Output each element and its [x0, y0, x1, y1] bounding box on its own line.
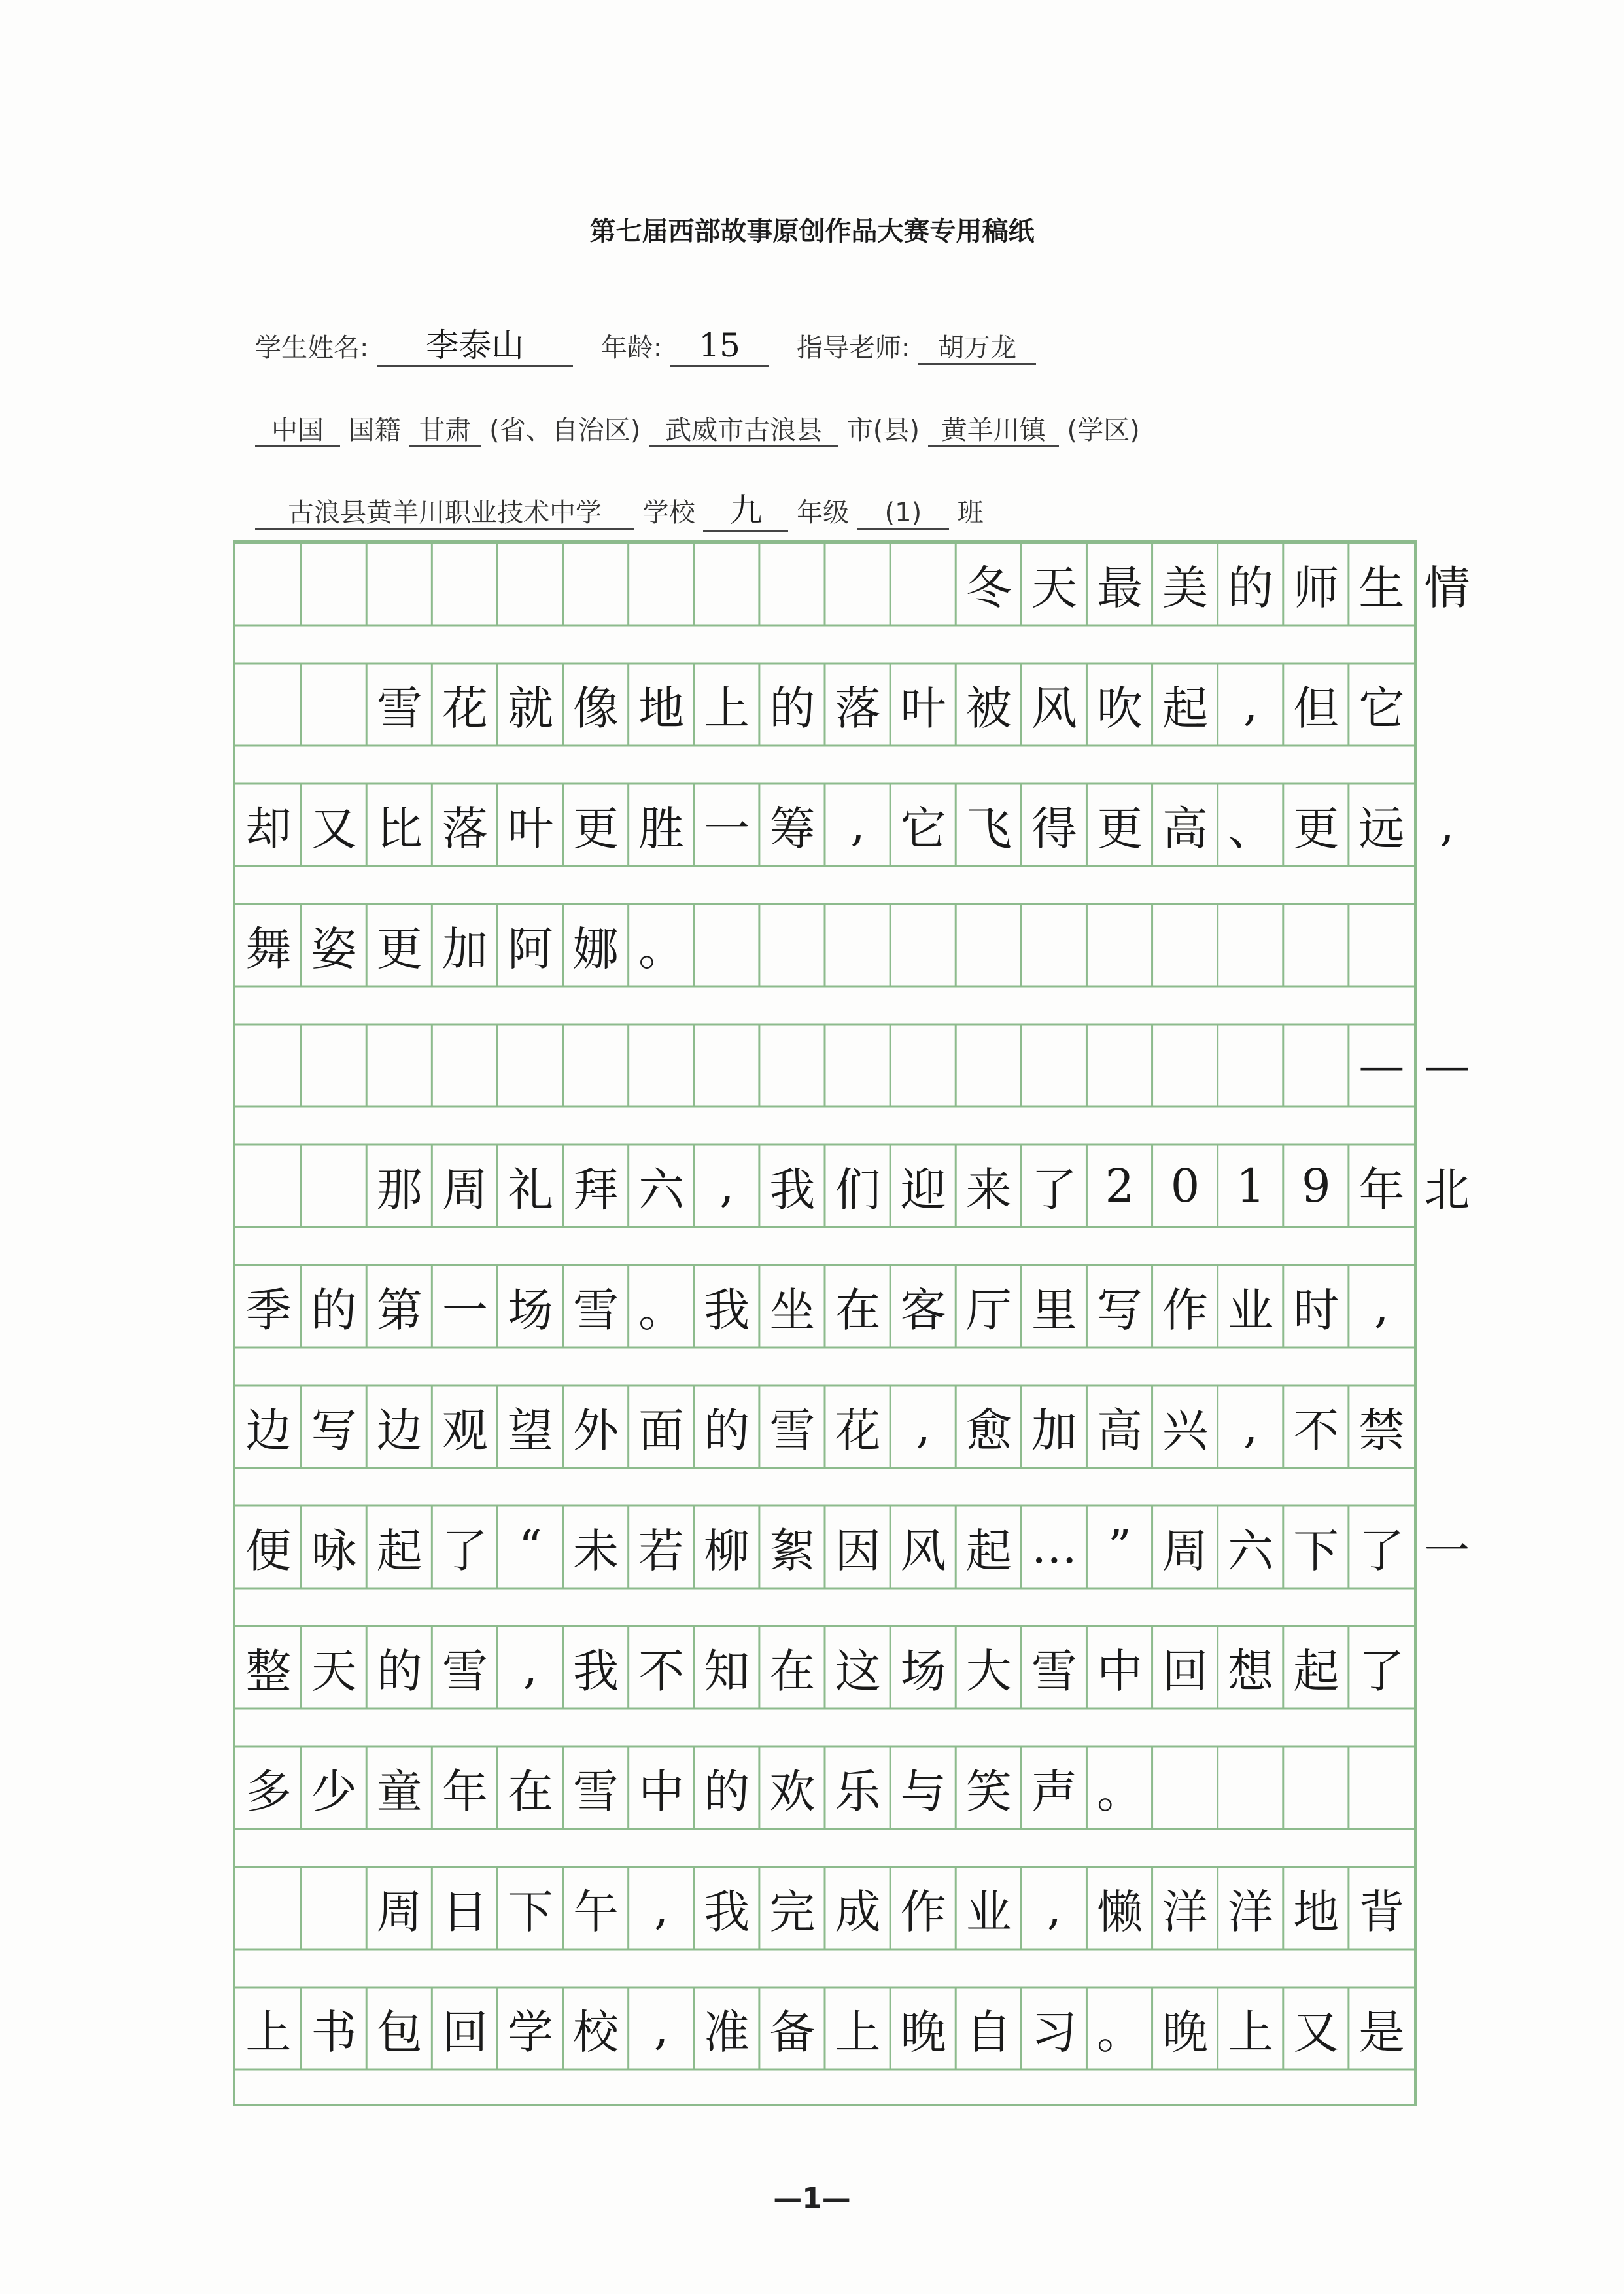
essay-char — [759, 543, 825, 625]
essay-char — [1086, 1024, 1152, 1107]
essay-char: 童 — [376, 1764, 423, 1818]
essay-char — [1218, 1024, 1284, 1107]
essay-char: 风 — [1031, 681, 1077, 735]
essay-char: 师 — [1293, 561, 1339, 615]
essay-char: 作 — [900, 1885, 946, 1939]
essay-char: 。 — [638, 1283, 685, 1337]
essay-char: 落 — [441, 801, 488, 856]
nationality-label: 国籍 — [348, 415, 401, 445]
school-label: 学校 — [642, 498, 695, 528]
essay-char: , — [850, 798, 865, 852]
essay-char: 不 — [638, 1644, 685, 1698]
essay-char: 回 — [441, 2005, 488, 2059]
essay-char: ” — [1108, 1520, 1132, 1574]
essay-row — [235, 663, 1414, 746]
essay-char: 最 — [1096, 561, 1143, 615]
essay-char: , — [1374, 1279, 1389, 1333]
essay-char: 来 — [965, 1162, 1012, 1217]
essay-char — [235, 663, 302, 746]
essay-char: 因 — [835, 1523, 881, 1578]
essay-char: 它 — [1358, 681, 1405, 735]
country-value: 中国 — [255, 415, 340, 447]
essay-char: 就 — [507, 681, 553, 735]
essay-char: 备 — [769, 2005, 816, 2059]
location-info-line — [255, 409, 1140, 447]
essay-char: 却 — [245, 801, 292, 856]
essay-char: 起 — [1293, 1644, 1339, 1698]
essay-char: 午 — [573, 1885, 619, 1939]
essay-char: 场 — [900, 1644, 946, 1698]
essay-char: 在 — [769, 1644, 816, 1698]
essay-char: 姿 — [311, 922, 357, 976]
essay-char: 第 — [376, 1283, 423, 1337]
essay-row — [235, 1747, 1414, 1829]
essay-row — [235, 1867, 1414, 1949]
essay-char: 外 — [573, 1403, 619, 1457]
grade-label: 年级 — [797, 498, 850, 528]
essay-row — [235, 543, 1470, 625]
essay-char — [825, 1024, 891, 1107]
essay-char: 面 — [638, 1403, 685, 1457]
essay-char: 业 — [1228, 1283, 1274, 1337]
essay-char — [694, 543, 760, 625]
essay-char — [1283, 1024, 1349, 1107]
essay-char — [1021, 1024, 1087, 1107]
essay-char: 9 — [1301, 1159, 1331, 1213]
essay-char: 天 — [1031, 561, 1077, 615]
essay-char: 阿 — [507, 922, 553, 976]
city-label: 市(县) — [846, 415, 920, 445]
essay-char: 像 — [573, 681, 619, 735]
essay-char: 想 — [1228, 1644, 1274, 1698]
essay-row — [235, 1626, 1414, 1709]
district-label: (学区) — [1067, 415, 1140, 445]
essay-char — [432, 1024, 498, 1107]
essay-char: 晚 — [900, 2005, 946, 2059]
essay-char: 懒 — [1096, 1885, 1143, 1939]
teacher-value: 胡万龙 — [918, 333, 1036, 365]
essay-char: 。 — [638, 922, 685, 976]
essay-char: 美 — [1162, 561, 1209, 615]
essay-char: 筹 — [769, 801, 816, 856]
essay-char: , — [719, 1159, 734, 1213]
essay-char: , — [523, 1641, 538, 1694]
essay-char: 乐 — [835, 1764, 881, 1818]
essay-char: 礼 — [507, 1162, 553, 1217]
essay-char: 准 — [704, 2005, 750, 2059]
essay-char: 雪 — [769, 1403, 816, 1457]
essay-char: 日 — [441, 1885, 488, 1939]
essay-row — [235, 1265, 1414, 1347]
essay-char: , — [1243, 678, 1258, 731]
district-value: 黄羊川镇 — [928, 415, 1059, 447]
essay-char: 娜 — [573, 922, 619, 976]
essay-char: 花 — [835, 1403, 881, 1457]
essay-char — [235, 543, 302, 625]
essay-char: 高 — [1096, 1403, 1143, 1457]
essay-char: 花 — [441, 681, 488, 735]
essay-char: 季 — [245, 1283, 292, 1337]
essay-char: 笑 — [965, 1764, 1012, 1818]
essay-row — [235, 1987, 1414, 2070]
essay-char: 我 — [573, 1644, 619, 1698]
student-info-line — [255, 327, 1036, 367]
essay-char: 加 — [1031, 1403, 1077, 1457]
essay-char: 们 — [835, 1162, 881, 1217]
essay-char: 中 — [638, 1764, 685, 1818]
essay-char: 飞 — [965, 801, 1012, 856]
essay-row — [235, 784, 1455, 866]
essay-char: 边 — [245, 1403, 292, 1457]
essay-char: 更 — [376, 922, 423, 976]
essay-char: 又 — [1293, 2005, 1339, 2059]
essay-char: 更 — [1293, 801, 1339, 856]
essay-char: 作 — [1162, 1283, 1209, 1337]
essay-char: 叶 — [900, 681, 946, 735]
essay-char: 包 — [376, 2005, 423, 2059]
essay-char: 柳 — [704, 1523, 750, 1578]
essay-char: 高 — [1162, 801, 1209, 856]
essay-char: 里 — [1031, 1283, 1077, 1337]
name-label: 学生姓名: — [255, 333, 369, 363]
page-title: 第七届西部故事原创作品大赛专用稿纸 — [589, 217, 1035, 247]
essay-char — [366, 543, 432, 625]
essay-char: 学 — [507, 2005, 553, 2059]
essay-char: 咏 — [311, 1523, 357, 1578]
essay-char: 六 — [638, 1162, 685, 1217]
age-value: 15 — [670, 327, 769, 367]
essay-char: 。 — [1096, 1764, 1143, 1818]
essay-char: 少 — [311, 1764, 357, 1818]
essay-char: 迎 — [900, 1162, 946, 1217]
essay-char: 写 — [1096, 1283, 1143, 1337]
essay-char: 在 — [835, 1283, 881, 1337]
essay-char: 望 — [507, 1403, 553, 1457]
essay-char — [825, 543, 891, 625]
essay-char: 远 — [1358, 801, 1405, 856]
essay-char: 愈 — [965, 1403, 1012, 1457]
essay-char: 它 — [900, 801, 946, 856]
essay-char: 上 — [704, 681, 750, 735]
essay-char: 写 — [311, 1403, 357, 1457]
essay-char: 胜 — [638, 801, 685, 856]
essay-char: , — [1046, 1881, 1062, 1935]
essay-char: 地 — [1293, 1885, 1339, 1939]
essay-char: 书 — [311, 2005, 357, 2059]
essay-char: 在 — [507, 1764, 553, 1818]
city-value: 武威市古浪县 — [649, 415, 838, 447]
essay-char: 未 — [573, 1523, 619, 1578]
essay-char: 了 — [1358, 1523, 1405, 1578]
essay-char: 校 — [573, 2005, 619, 2059]
essay-char: 的 — [376, 1644, 423, 1698]
essay-char: 我 — [704, 1283, 750, 1337]
essay-char: , — [1440, 798, 1455, 852]
essay-char: 雪 — [573, 1764, 619, 1818]
essay-char: 一 — [704, 801, 750, 856]
essay-char — [235, 1145, 302, 1227]
essay-char: 欢 — [769, 1764, 816, 1818]
essay-char: — — [1358, 1039, 1405, 1092]
essay-char: 若 — [638, 1523, 685, 1578]
essay-char: 整 — [245, 1644, 292, 1698]
essay-row — [235, 1385, 1414, 1468]
essay-char: 边 — [376, 1403, 423, 1457]
essay-char: 落 — [835, 681, 881, 735]
manuscript-grid — [233, 540, 1470, 2106]
essay-char: — — [1424, 1039, 1470, 1092]
essay-char: 雪 — [1031, 1644, 1077, 1698]
essay-char: 六 — [1228, 1523, 1274, 1578]
essay-char: , — [654, 1881, 669, 1935]
essay-char: 声 — [1031, 1764, 1077, 1818]
essay-char: 上 — [835, 2005, 881, 2059]
essay-char: 年 — [1358, 1162, 1405, 1217]
essay-char — [235, 1867, 302, 1949]
essay-char: 完 — [769, 1885, 816, 1939]
essay-char: 晚 — [1162, 2005, 1209, 2059]
essay-char: 天 — [311, 1644, 357, 1698]
essay-char: 。 — [1096, 2005, 1143, 2059]
essay-char: 的 — [704, 1403, 750, 1457]
essay-char: 的 — [769, 681, 816, 735]
essay-char: 了 — [1358, 1644, 1405, 1698]
essay-char — [629, 543, 695, 625]
essay-char: 拜 — [573, 1162, 619, 1217]
name-value: 李泰山 — [377, 327, 573, 367]
essay-char: 雪 — [376, 681, 423, 735]
essay-char: 兴 — [1162, 1403, 1209, 1457]
essay-char — [956, 1024, 1022, 1107]
essay-char — [301, 1867, 367, 1949]
age-label: 年龄: — [600, 333, 663, 363]
essay-char: 吹 — [1096, 681, 1143, 735]
essay-char: 的 — [704, 1764, 750, 1818]
essay-char: 上 — [245, 2005, 292, 2059]
essay-char: 、 — [1228, 801, 1274, 856]
essay-char: 是 — [1358, 2005, 1405, 2059]
essay-char: 中 — [1096, 1644, 1143, 1698]
essay-char: 时 — [1293, 1283, 1339, 1337]
essay-char: 周 — [376, 1885, 423, 1939]
essay-char: “ — [519, 1520, 542, 1574]
essay-char: 絮 — [769, 1523, 816, 1578]
essay-char: 1 — [1235, 1159, 1266, 1213]
essay-char: 多 — [245, 1764, 292, 1818]
essay-char — [235, 1024, 302, 1107]
essay-char: 加 — [441, 922, 488, 976]
essay-char — [301, 543, 367, 625]
essay-char — [629, 1024, 695, 1107]
essay-char: 洋 — [1228, 1885, 1274, 1939]
essay-char: 场 — [507, 1283, 553, 1337]
grade-value: 九 — [703, 492, 788, 532]
essay-char: 观 — [441, 1403, 488, 1457]
essay-char: 北 — [1424, 1162, 1470, 1217]
essay-char: 2 — [1105, 1159, 1135, 1213]
essay-char: 大 — [965, 1644, 1012, 1698]
essay-char — [301, 1024, 367, 1107]
essay-char — [366, 1024, 432, 1107]
school-info-line — [255, 492, 984, 532]
essay-char: 雪 — [441, 1644, 488, 1698]
essay-char: 不 — [1293, 1403, 1339, 1457]
class-value: (1) — [857, 498, 949, 530]
essay-char: 更 — [573, 801, 619, 856]
essay-char: 那 — [376, 1162, 423, 1217]
essay-char: 回 — [1162, 1644, 1209, 1698]
essay-char: 厅 — [965, 1283, 1012, 1337]
essay-char: 知 — [704, 1644, 750, 1698]
essay-row — [235, 904, 1414, 986]
essay-char: 叶 — [507, 801, 553, 856]
essay-char: 雪 — [573, 1283, 619, 1337]
essay-char: 又 — [311, 801, 357, 856]
essay-char: 周 — [1162, 1523, 1209, 1578]
province-value: 甘肃 — [409, 415, 481, 447]
essay-char: 背 — [1358, 1885, 1405, 1939]
essay-char — [890, 543, 956, 625]
essay-char: 0 — [1170, 1159, 1200, 1213]
essay-char: 我 — [769, 1162, 816, 1217]
essay-char: 周 — [441, 1162, 488, 1217]
essay-char: 便 — [245, 1523, 292, 1578]
essay-char: 禁 — [1358, 1403, 1405, 1457]
essay-char — [432, 543, 498, 625]
essay-char — [890, 1024, 956, 1107]
essay-char: 一 — [441, 1283, 488, 1337]
essay-char: , — [1243, 1400, 1258, 1453]
teacher-label: 指导老师: — [796, 333, 910, 363]
essay-char: 年 — [441, 1764, 488, 1818]
class-label: 班 — [957, 498, 984, 528]
essay-char: 舞 — [245, 922, 292, 976]
school-value: 古浪县黄羊川职业技术中学 — [255, 498, 634, 530]
essay-char: 风 — [900, 1523, 946, 1578]
essay-char: , — [654, 2002, 669, 2055]
essay-char: 下 — [1293, 1523, 1339, 1578]
essay-char: 比 — [376, 801, 423, 856]
essay-row — [235, 1024, 1470, 1107]
essay-char: 我 — [704, 1885, 750, 1939]
page-number: —1— — [773, 2182, 851, 2216]
essay-char: 自 — [965, 2005, 1012, 2059]
essay-char: 下 — [507, 1885, 553, 1939]
essay-char: 的 — [311, 1283, 357, 1337]
essay-char: 一 — [1424, 1523, 1470, 1578]
essay-char: 生 — [1358, 561, 1405, 615]
essay-char: 洋 — [1162, 1885, 1209, 1939]
essay-char: 但 — [1293, 681, 1339, 735]
essay-char: 地 — [638, 681, 685, 735]
essay-char: , — [916, 1400, 931, 1453]
essay-char — [694, 1024, 760, 1107]
essay-char: 情 — [1424, 561, 1470, 615]
essay-row — [235, 1506, 1470, 1588]
essay-char: … — [1031, 1520, 1077, 1574]
essay-char: 更 — [1096, 801, 1143, 856]
essay-char — [563, 1024, 629, 1107]
essay-char: 被 — [965, 681, 1012, 735]
essay-char: 坐 — [769, 1283, 816, 1337]
essay-char: 得 — [1031, 801, 1077, 856]
essay-char — [301, 663, 367, 746]
essay-char: 冬 — [965, 561, 1012, 615]
essay-char: 了 — [441, 1523, 488, 1578]
essay-char — [497, 543, 563, 625]
essay-char: 与 — [900, 1764, 946, 1818]
essay-char: 习 — [1031, 2005, 1077, 2059]
essay-char: 这 — [835, 1644, 881, 1698]
essay-char: 起 — [1162, 681, 1209, 735]
essay-char: 成 — [835, 1885, 881, 1939]
essay-char — [497, 1024, 563, 1107]
province-label: (省、自治区) — [489, 415, 641, 445]
essay-char: 业 — [965, 1885, 1012, 1939]
essay-char — [1152, 1024, 1218, 1107]
essay-char — [759, 1024, 825, 1107]
essay-char — [301, 1145, 367, 1227]
essay-char: 的 — [1228, 561, 1274, 615]
essay-char — [563, 543, 629, 625]
essay-char: 起 — [376, 1523, 423, 1578]
essay-char: 起 — [965, 1523, 1012, 1578]
essay-char: 上 — [1228, 2005, 1274, 2059]
essay-char: 客 — [900, 1283, 946, 1337]
essay-char: 了 — [1031, 1162, 1077, 1217]
essay-row — [235, 1145, 1470, 1227]
